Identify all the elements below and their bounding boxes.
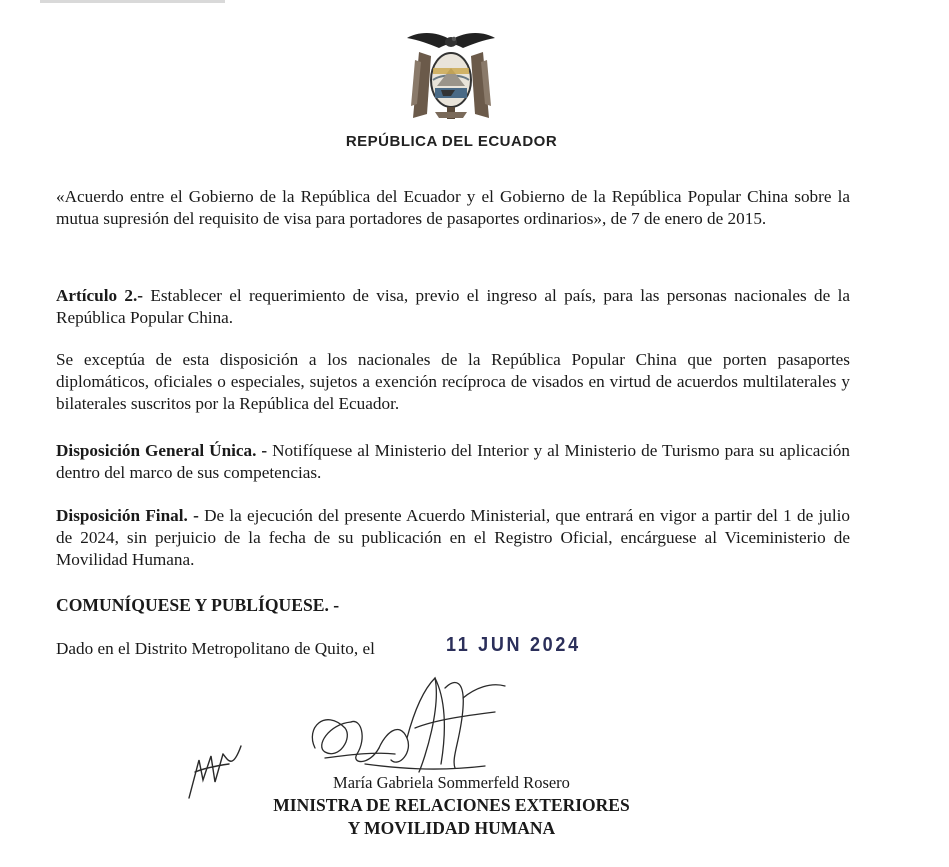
page-edge-divider (40, 0, 225, 3)
general-provision-paragraph (56, 440, 850, 484)
agreement-reference-paragraph: «Acuerdo entre el Gobierno de la República del Ecuador y el Gobierno de la República Popular China sobre la mutua supresión del requisito de visa para portadores de pasaportes ordinarios», de 7 de enero de 2015. (56, 187, 850, 228)
exception-paragraph: Se exceptúa de esta disposición a los nacionales de la República Popular China que porten pasaportes diplomáticos, oficiales o especiales, sujetos a exención recíproca de visados en virtud de acuerdos multilaterales y bilaterales suscritos por la República del Ecuador. (56, 350, 850, 413)
handwritten-initials-icon (185, 742, 247, 802)
signer-name: María Gabriela Sommerfeld Rosero (333, 773, 570, 792)
publish-statement: COMUNÍQUESE Y PUBLÍQUESE. - (56, 595, 340, 615)
country-name: REPÚBLICA DEL ECUADOR (345, 133, 558, 150)
article-2-heading: Artículo 2.- (56, 286, 144, 305)
final-provision-text: De la ejecución del presente Acuerdo Ministerial, que entrará en vigor a partir del 1 de julio de 2024, sin perjuicio de la fecha de su publicación en el Registro Oficial, encárguese al Viceministerio de Movilidad Humana. (56, 506, 850, 569)
signer-title-line-1: MINISTRA DE RELACIONES EXTERIORES (273, 795, 630, 815)
article-2-text: Establecer el requerimiento de visa, previo el ingreso al país, para las personas nacionales de la República Popular China. (56, 286, 850, 327)
ecuador-coat-of-arms-icon (405, 26, 497, 126)
general-provision-text: Notifíquese al Ministerio del Interior y al Ministerio de Turismo para su aplicación dentro del marco de sus competencias. (56, 441, 850, 482)
signer-title-line-2: Y MOVILIDAD HUMANA (347, 818, 556, 838)
date-place-line: Dado en el Distrito Metropolitano de Quito, el (56, 639, 375, 658)
date-stamp: 11 JUN 2024 (446, 634, 581, 656)
general-provision-heading: Disposición General Única. - (56, 441, 268, 460)
final-provision-heading: Disposición Final. - (56, 506, 199, 525)
article-2-paragraph (56, 285, 850, 329)
final-provision-paragraph (56, 505, 850, 571)
